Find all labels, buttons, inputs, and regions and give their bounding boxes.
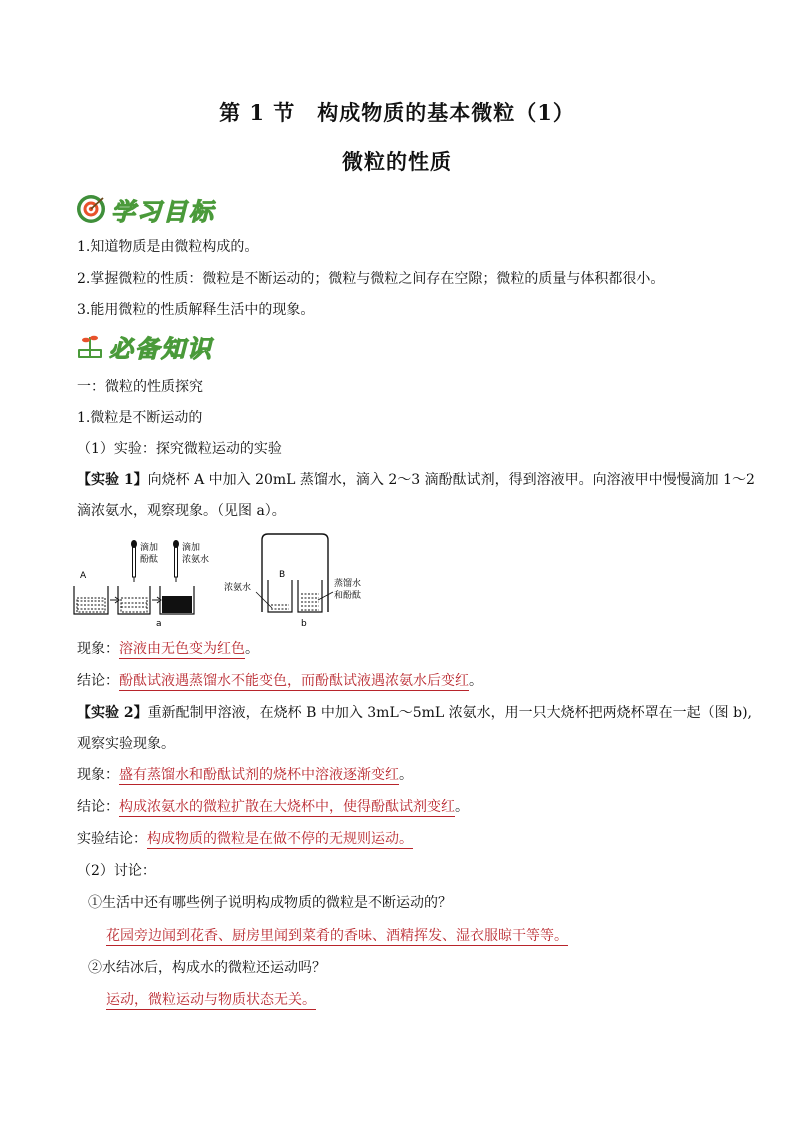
page-title: 第 1 节 构成物质的基本微粒（1） [219, 100, 575, 125]
experiment-2-line-2: 观察实验现象。 [77, 736, 175, 752]
answer-1 [106, 927, 568, 945]
subsection-heading: 1.微粒是不断运动的 [77, 410, 203, 426]
section-heading: 一：微粒的性质探究 [77, 379, 203, 395]
figure-a-caption: a [156, 619, 162, 628]
conclusion-label: 结论： [77, 673, 119, 689]
beaker-a-label: A [80, 571, 87, 581]
conclusion-answer: 构成浓氨水的微粒扩散在大烧杯中，使得酚酞试剂变红 [119, 799, 455, 815]
dropper-1-icon [131, 540, 137, 582]
experiment-conclusion-label: 实验结论： [77, 831, 147, 847]
dropper-1-label: 滴加 [140, 543, 159, 553]
beaker-with-phenolphthalein [118, 586, 150, 614]
question-1: ①生活中还有哪些例子说明构成物质的微粒是不断运动的？ [88, 895, 452, 911]
part-heading: （1）实验：探究微粒运动的实验 [77, 441, 282, 457]
right-label-1: 蒸馏水 [334, 579, 362, 589]
large-beaker [262, 534, 328, 612]
punctuation: 。 [399, 767, 413, 783]
beaker-red-solution [160, 586, 194, 614]
target-icon [75, 193, 107, 225]
beaker-b-label: B [279, 570, 286, 580]
observation-1 [77, 640, 259, 658]
beaker-a [74, 586, 108, 614]
left-label: 浓氨水 [224, 583, 252, 593]
part-heading-2: （2）讨论： [77, 863, 156, 879]
dropper-2-icon [173, 540, 179, 582]
beaker-a-inner [298, 580, 322, 612]
punctuation: 。 [245, 641, 259, 657]
figure-b-caption: b [301, 619, 307, 629]
conclusion-label: 结论： [77, 799, 119, 815]
objective-item: 2.掌握微粒的性质：微粒是不断运动的；微粒与微粒之间存在空隙；微粒的质量与体积都很小。 [77, 271, 665, 287]
answer-2-text: 运动，微粒运动与物质状态无关。 [106, 992, 316, 1008]
experiment-1-text: 向烧杯 A 中加入 20mL 蒸馏水，滴入 2～3 滴酚酞试剂，得到溶液甲。向溶液甲中慢慢滴加 1～2 [147, 472, 755, 488]
observation-answer: 溶液由无色变为红色 [119, 641, 245, 657]
objective-item: 1.知道物质是由微粒构成的。 [77, 239, 259, 255]
dropper-2-label-b: 浓氨水 [182, 555, 210, 565]
experiment-1-label: 【实验 1】 [77, 472, 148, 488]
book-plant-icon [75, 331, 105, 361]
experiment-1-line-1 [77, 471, 755, 489]
observation-2 [77, 766, 413, 784]
punctuation: 。 [469, 673, 483, 689]
punctuation: 。 [455, 799, 469, 815]
conclusion-answer: 酚酞试液遇蒸馏水不能变色，而酚酞试液遇浓氨水后变红 [119, 673, 469, 689]
experiment-2-label: 【实验 2】 [77, 705, 148, 721]
figure-b [222, 530, 382, 630]
observation-label: 现象： [77, 641, 119, 657]
experiment-conclusion-answer: 构成物质的微粒是在做不停的无规则运动。 [147, 831, 413, 847]
knowledge-heading [75, 331, 213, 361]
knowledge-heading-text: 必备知识 [109, 334, 213, 363]
question-2: ②水结冰后，构成水的微粒还运动吗？ [88, 960, 326, 976]
experiment-2-text: 重新配制甲溶液，在烧杯 B 中加入 3mL～5mL 浓氨水，用一只大烧杯把两烧杯罩在一起（图 b), [147, 705, 752, 721]
experiment-conclusion [77, 830, 413, 848]
answer-1-text: 花园旁边闻到花香、厨房里闻到菜肴的香味、酒精挥发、湿衣服晾干等等。 [106, 928, 568, 944]
objectives-heading-text: 学习目标 [111, 197, 215, 226]
right-label-2: 和酚酞 [334, 591, 362, 601]
objective-item: 3.能用微粒的性质解释生活中的现象。 [77, 302, 315, 318]
experiment-2-line-1 [77, 704, 752, 722]
conclusion-1 [77, 672, 483, 690]
objectives-heading [75, 194, 215, 224]
experiment-1-line-2: 滴浓氨水，观察现象。（见图 a）。 [77, 503, 286, 519]
conclusion-2 [77, 798, 469, 816]
page-subtitle: 微粒的性质 [342, 149, 452, 174]
dropper-2-label: 滴加 [182, 543, 201, 553]
answer-2 [106, 991, 316, 1009]
dropper-1-label-b: 酚酞 [140, 555, 159, 565]
observation-label: 现象： [77, 767, 119, 783]
observation-answer: 盛有蒸馏水和酚酞试剂的烧杯中溶液逐渐变红 [119, 767, 399, 783]
